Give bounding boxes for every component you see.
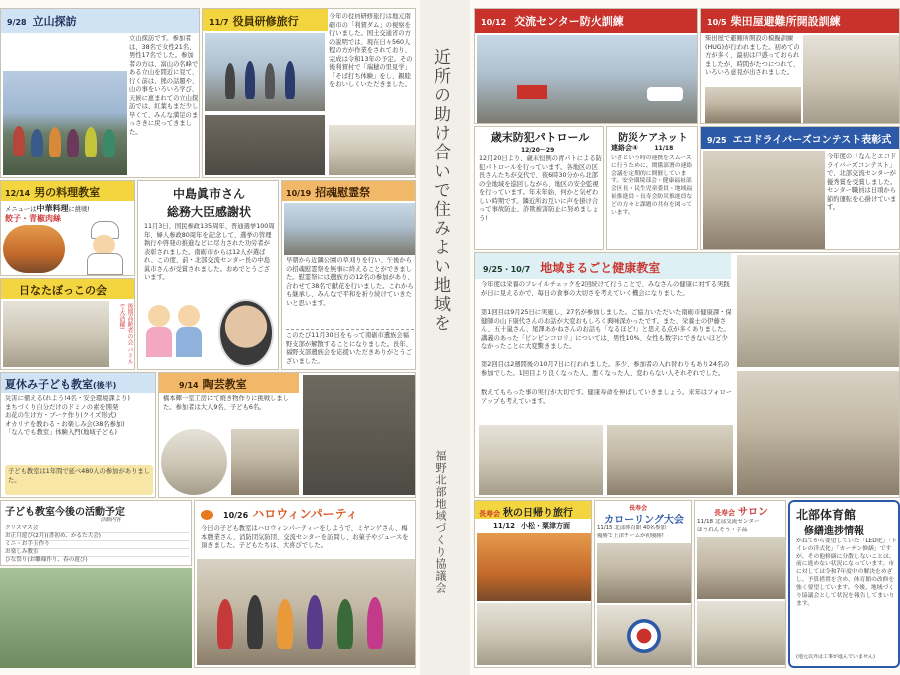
list-item: 「なんでも教室」体験入門(地域子ども) [5,429,117,436]
salon-line-2: ほうれんそう・手品 [697,527,748,533]
shokon-body: 早朝から近隣公園の草刈りを行い、午後からの招魂慰霊祭を無事に終えることができました。慰霊祭には遺族方の12名の参加があり、合わせて38名で献花を行いました。これからも継承し、みんなで平和を祈り続けていきたいと思います。 [286,257,414,307]
hinanjo-photo-1 [803,35,899,123]
kenko-photo-1 [737,255,899,367]
salon-line-1: 11/18 北部交流センター [697,519,760,525]
aki-tag: 長寿会 [479,510,500,518]
nakajima-article [137,180,279,370]
engei-body: 橋本輝一室工房にて焼き物作りに挑戦しました。参加者は大人9名、子ども6名。 [163,395,289,411]
halloween-body: 今日の子ども教室はハロウィンパーティーをしようで、ミヤンゲさん、梅本農業さん、消防団気防団、交流センターを訪問し、お菓子やジュースを頂きました。子どもたちは、大喜びでした。 [201,525,409,549]
tateyama-title: 立山探訪 [32,15,77,28]
taiikukan-note: (地元以外は工事が進んでいません) [796,654,875,660]
salon-title: サロン [738,507,768,518]
org-name: 福野北部地域づくり協議会 [434,450,447,594]
list-item: クリスマス会 [5,525,189,533]
hinanjo-header [701,9,900,33]
engei-date: 9/14 [179,381,199,390]
award-people-illustration-icon [146,297,206,367]
kenshu-photo-group [205,33,325,111]
ryori-menu: メニューは中華料理に挑戦! [5,204,90,213]
ryori-dish: 餃子・青椒肉絲 [5,214,61,223]
taiikukan-sub: 修繕進捗情報 [804,526,864,537]
curling-line-2: 優勝で上津チームが初優勝! [597,533,664,539]
salon-photo-2 [697,601,785,665]
kenshu-body: 今年の役員研修旅行は地元南砺市の「利賀ダム」の視察を行いました。国土交通省の方の説明では、現在日々560人程の方が作業をされており、完成は令和13年の予定。その後利賀村で「瑞穂の里見学」「そば打ち体験」をし、親睦をおいしくいただきました。 [329,13,413,88]
engei-header [159,373,299,393]
shokon-date: 10/19 [286,189,312,198]
shokon-title: 招魂慰霊祭 [315,186,371,199]
kenko-photo-2 [737,371,899,495]
yotei-photo-farm [0,568,192,668]
nakajima-body: 11月3日、国民参政135周年、普通選挙100周年、婦人参政80周年を記念して、選挙の管理執行や啓発の推進などに尽力された功労者が表彰されました。南砺市からは12人が選ばれ、この度、前・北部交流センター長の中島眞市さんが受賞されました。おめでとうございます。 [144,223,275,281]
bohan-article [474,126,604,250]
kenshu-photo-soba [329,125,415,175]
kenko-body-1: 今年度は栄養のフレイルチェックを2回続けて行うことで、みなさんの健康に対する実践が日に見えるかで、毎日の食事の大切さを考えていく機会になりました。 [481,281,730,297]
tateyama-header [1,9,200,33]
curling-title: カローリング大会 [604,515,684,526]
eco-photo [703,151,825,249]
halloween-article [194,500,416,668]
shokon-article [281,180,416,370]
salon-tag: 長寿会 [714,509,735,517]
bosai-article [474,8,698,124]
list-item: ミニ・お手玉作り [5,541,189,549]
eco-header [701,127,900,149]
natsuyasumi-note: 子ども教室は1年間で延べ480人の参加がありました。 [5,465,153,495]
ryori-photo-food [3,225,65,273]
kenshu-article [202,8,416,178]
hinata-side: 後期高齢者の会 パドルで大活躍! [117,303,133,365]
kenko-body-2: 第1回目は9月25日に実施し、27名が参加しました。ご協力いただいた南砺市健康課・保健師の山下康代さんのお話が大変おもしろく興味深かったです。また、栄養士の伊藤さん、五十嵐さん、尾澤あかねさんのお話も「なるほど!」と思える点が多くありました。講義のあった「ピンピンコロリ」については、男性10%、女性も数字にできないほど少なかったことに大変驚きました。 [481,309,732,350]
hinata-photo [3,301,109,367]
aki-header [475,501,592,519]
eco-title: エコドライバーズコンテスト表彰式 [732,135,892,146]
natsuyasumi-suffix: (後半) [93,381,117,390]
hinanjo-title: 柴田屋避難所開設訓練 [730,15,841,28]
kenshu-date: 11/7 [209,18,229,27]
hinanjo-photo-2 [705,87,801,123]
nakajima-title-2: 総務大臣感謝状 [166,205,251,219]
list-item: まちづくり自分だけのドミノの素を開発 [5,403,119,411]
kenko-body-3: 第2回目は2週間後の10月7日に行われました。多少、参加者の入れ替わりもあり24名の参加でした。1回目より良くなった人、悪くなった人、変わらない人それぞれでした。 [481,361,730,377]
salon-photo-1 [697,537,785,599]
curling-photo-1 [597,543,691,603]
ryori-header [1,181,135,201]
care-header: 防災ケアネット [618,133,688,144]
eco-body: 今年度の「なんとエコドライバーズコンテスト」で、北部交流センターが優秀賞を受賞しました。センター職員は日頃から節約運転を心掛けています。 [827,153,897,211]
curling-article [594,500,692,668]
engei-photo-1 [161,429,227,495]
taiikukan-body: かねてから要望していた「LED化」「トイレの洋式化」「カーテン修繕」ですが、その他修繕に分散しないことは、前に進めない状況になっています。市に対しては令和7年度中の解決をめざし、予算措置を含め、体育館の改修を強く要望しています。今後、地域づくり協議会として状況を報告してまいります。 [796,538,898,607]
bohan-body: 12月20日より、歳末恒例の青パトによる防犯パトロールを行っています。各地区の区長さんたちが交代で、夜6時30分から北部の全地域を巡回しながら、地区の安全監視を行っています。年末年始、何かと気ぜわしい時期です。隣近所お互いに声を掛け合って事故防止、詐欺被害防止に努めましょう! [479,155,602,222]
eco-article [700,126,900,250]
nakajima-title-1: 中島眞市さん [172,187,245,201]
list-item: お正月遊び(2月)(書初め、かるた大会) [5,533,189,541]
yotei-list [5,525,189,565]
engei-article [158,372,416,498]
hinanjo-body: 柴田屋で避難所開設の模擬訓練(HUG)が行われました。初めての方が多く、最初は戸惑っておられましたが、時間がたつにつれて、いろいろ意見が出されました。 [705,35,800,76]
left-page [0,0,420,675]
bohan-dates: 12/20〜29 [521,147,555,154]
halloween-date: 10/26 [223,511,249,520]
kenshu-header [203,9,328,31]
yotei-header: 子ども教室今後の活動予定 [5,507,125,517]
care-article [606,126,698,250]
bosai-date: 10/12 [481,18,507,27]
natsuyasumi-article [0,372,156,498]
yotei-article [0,500,192,566]
tateyama-body: 立山探訪です。参加者は、38名で女性21名、男性17名でした。参加者の方は、富山の名峰である立山を間近に見て、行く前は、熊の話題や、山の事をいろいろ学び、天候に恵まれての立山探訪では、紅葉もまだ少し早くて、みんな満足のまっさきに戻ってきました。 [129,35,199,136]
curling-line-1: 11/15 北部体育館 40名参加 [597,525,666,531]
nakajima-portrait [218,299,274,367]
main-title: 近所の助け合いで住みよい地域を [430,48,450,333]
aki-article [474,500,592,668]
taiikukan-title: 北部体育館 [796,508,857,522]
engei-photo-3 [303,375,415,495]
kenko-article [474,252,900,498]
ryori-date: 12/14 [5,189,31,198]
curling-tag: 長寿会 [629,505,648,512]
eco-date: 9/25 [707,136,727,145]
chef-illustration-icon [79,221,129,273]
kenko-photo-3 [479,425,603,495]
yotei-col: 活動内容 [100,517,121,523]
bohan-header: 歳末防犯パトロール [490,131,590,144]
care-body: いざという時の連携をスムーズに行うために、関係部署の連絡会議を定期的に開催しています。安全環境部会・健康福祉部会区長・民生児童委員・地域福祉推進員・長寿会防災推進員などの方々と課題の共有を図っています。 [611,155,693,216]
bosai-header [475,9,698,33]
curling-photo-2 [597,605,691,665]
list-item: お楽しみ教室 [5,549,189,557]
list-item: 災害に備える(れよう!4名・安全環境課より) [5,395,130,402]
natsuyasumi-header [1,373,156,393]
pumpkin-icon [201,510,213,520]
list-item: お花の生け方・ブーケ作り(クイズ形式) [5,412,117,419]
natsuyasumi-list [5,395,153,459]
bosai-photo [477,35,697,123]
halloween-header [195,501,416,523]
tateyama-article [0,8,200,178]
shokon-photo [284,203,415,255]
engei-title: 陶芸教室 [202,378,247,391]
aki-date-place: 11/12 小松・粟津方面 [493,522,571,530]
halloween-photo [197,559,415,665]
kenko-header [475,253,731,279]
hinata-header: 日なたぼっこの会 [1,279,135,299]
hinanjo-article [700,8,900,124]
ryori-article [0,180,135,276]
aki-photo-1 [477,533,591,601]
hinata-article [0,278,135,370]
aki-photo-2 [477,603,591,665]
ryori-title: 男の料理教室 [34,186,101,199]
hinanjo-date: 10/5 [707,18,727,27]
kenko-title: 地域まるごと健康教室 [540,261,661,275]
care-sub: 連絡会④ 11/18 [611,144,674,152]
natsuyasumi-title: 夏休み子ども教室 [5,378,93,391]
aki-title: 秋の日帰り旅行 [503,508,573,519]
right-page [470,0,900,675]
halloween-title: ハロウィンパーティ [252,507,358,521]
list-item: オカリナを教わる・お楽しみ会(38名参加) [5,420,125,428]
kenko-dates: 9/25・10/7 [483,265,531,274]
kenshu-photo-dam [205,115,325,175]
bosai-title: 交流センター防火訓練 [514,15,624,28]
list-item: ひな祭り(お雛様作り、春の遊び) [5,556,88,563]
kenko-body-4: 数えてもらった事の実行が大切です。健康寿命を伸ばしていきましょう。来年はフォローアップも考えています。 [481,389,733,405]
shokon-note: このたび11月30日をもって南砺市遺族会福野支部が解散することになりました。長年、福野支部遺族会を応援いただきありがとうございました。 [286,329,414,367]
shokon-header [282,181,416,201]
salon-article [694,500,786,668]
kenshu-title: 役員研修旅行 [232,15,299,28]
salon-header [695,503,786,518]
kenko-photo-4 [607,425,733,495]
taiikukan-article [788,500,900,668]
tateyama-photo [3,71,127,175]
engei-photo-2 [231,429,299,495]
tateyama-date: 9/28 [7,18,27,27]
